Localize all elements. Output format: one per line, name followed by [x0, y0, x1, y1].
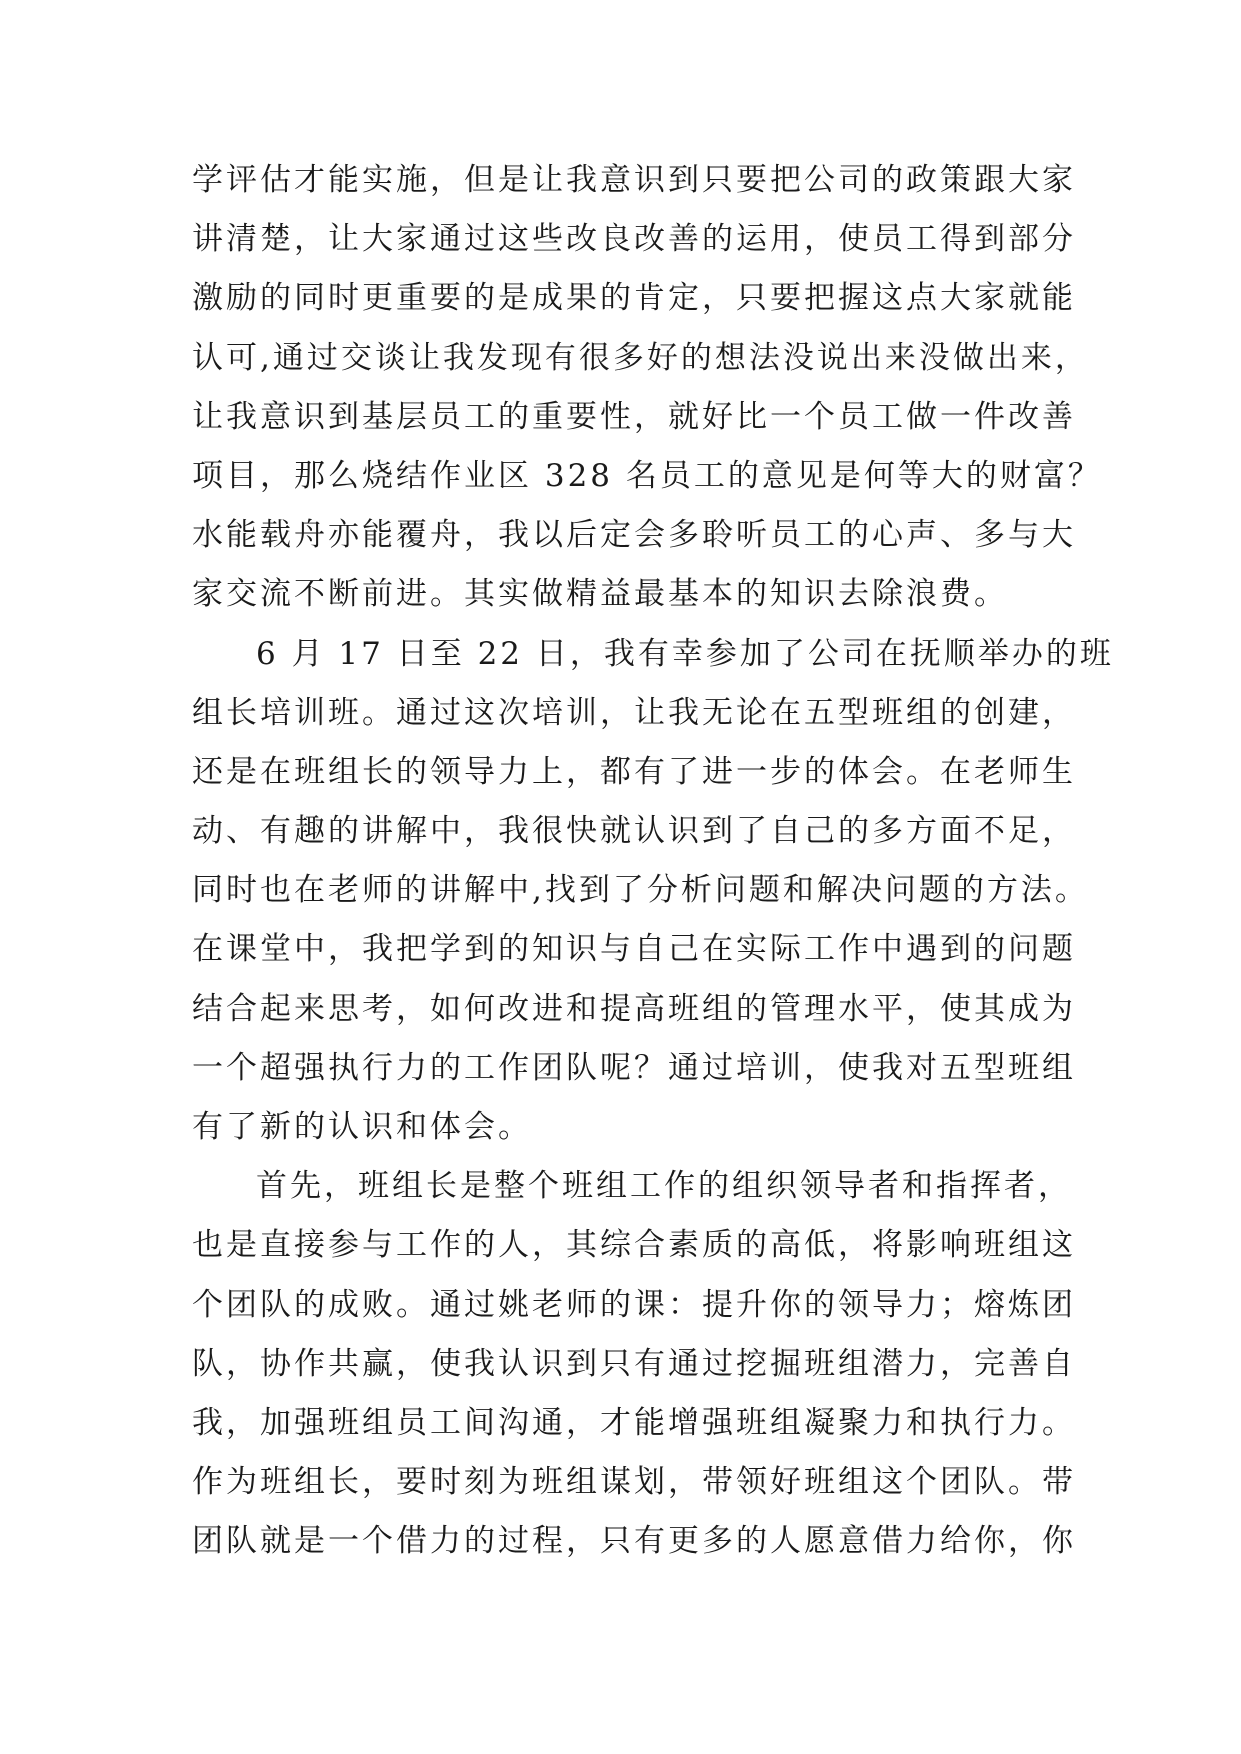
paragraph-first-line: 6 月 17 日至 22 日，我有幸参加了公司在抚顺举办的班	[256, 635, 1114, 672]
paragraph-first-line: 首先，班组长是整个班组工作的组织领导者和指挥者，	[256, 1168, 1072, 1205]
text-line: 水能载舟亦能覆舟，我以后定会多聆听员工的心声、多与大	[192, 517, 1076, 554]
text-line: 有了新的认识和体会。	[192, 1109, 532, 1145]
text-line: 学评估才能实施，但是让我意识到只要把公司的政策跟大家	[192, 162, 1076, 198]
body-text	[192, 151, 1114, 1572]
text-line: 队，协作共赢，使我认识到只有通过挖掘班组潜力，完善自	[192, 1345, 1076, 1382]
text-line: 认可,通过交谈让我发现有很多好的想法没说出来没做出来，	[192, 339, 1089, 376]
text-line: 家交流不断前进。其实做精益最基本的知识去除浪费。	[192, 576, 1008, 613]
text-line: 结合起来思考，如何改进和提高班组的管理水平，使其成为	[192, 990, 1076, 1027]
text-line: 动、有趣的讲解中，我很快就认识到了自己的多方面不足，	[192, 813, 1076, 850]
text-line: 同时也在老师的讲解中,找到了分析问题和解决问题的方法。	[192, 872, 1089, 909]
text-line: 也是直接参与工作的人，其综合素质的高低，将影响班组这	[192, 1227, 1076, 1264]
text-line: 还是在班组长的领导力上，都有了进一步的体会。在老师生	[192, 753, 1076, 790]
text-line: 一个超强执行力的工作团队呢？通过培训，使我对五型班组	[192, 1049, 1076, 1086]
text-line: 我，加强班组员工间沟通，才能增强班组凝聚力和执行力。	[192, 1404, 1076, 1441]
text-line: 激励的同时更重要的是成果的肯定，只要把握这点大家就能	[192, 280, 1076, 317]
text-line: 个团队的成败。通过姚老师的课：提升你的领导力；熔炼团	[192, 1286, 1076, 1323]
text-line: 让我意识到基层员工的重要性，就好比一个员工做一件改善	[192, 398, 1076, 435]
text-line: 在课堂中，我把学到的知识与自己在实际工作中遇到的问题	[192, 931, 1076, 968]
text-line: 项目，那么烧结作业区 328 名员工的意见是何等大的财富？	[192, 457, 1102, 494]
text-line: 组长培训班。通过这次培训，让我无论在五型班组的创建，	[192, 694, 1076, 731]
text-line: 团队就是一个借力的过程，只有更多的人愿意借力给你，你	[192, 1523, 1076, 1560]
text-line: 作为班组长，要时刻为班组谋划，带领好班组这个团队。带	[192, 1464, 1076, 1501]
text-line: 讲清楚，让大家通过这些改良改善的运用，使员工得到部分	[192, 221, 1076, 258]
